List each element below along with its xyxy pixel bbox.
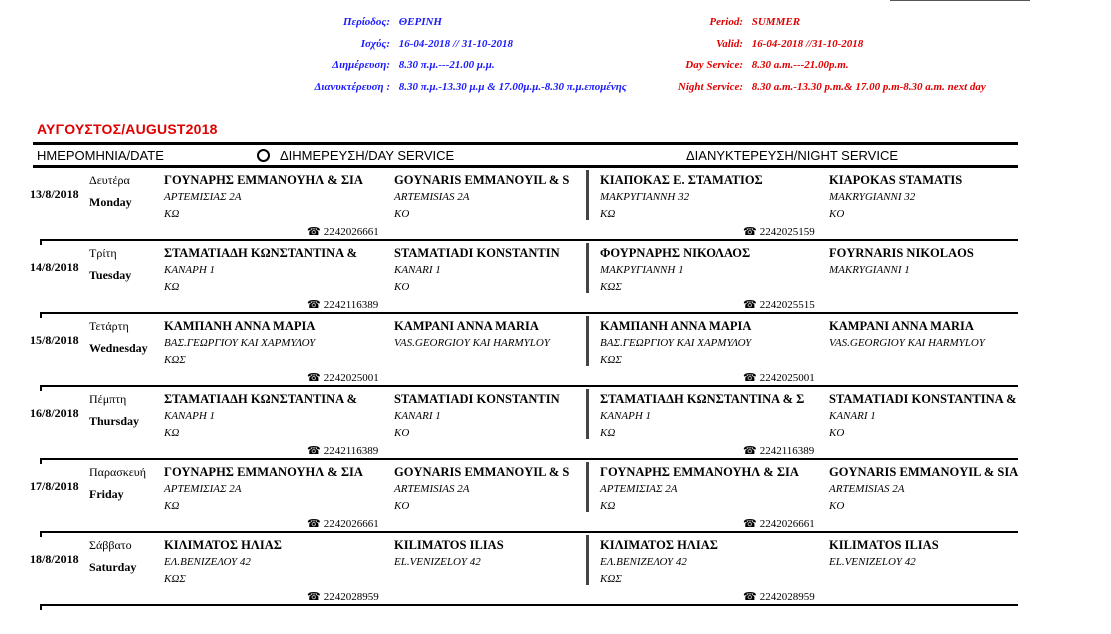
night-pharmacy-name-en: GOYNARIS EMMANOYIL & SIA	[829, 465, 1019, 479]
night-pharmacy-address-en: MAKRYGIANNI 1	[829, 264, 910, 276]
row-day-english: Friday	[89, 487, 124, 501]
table-row	[0, 389, 1111, 461]
telephone-icon: ☎	[307, 226, 321, 238]
night-value-en: 8.30 a.m.-13.30 p.m.& 17.00 p.m-8.30 a.m. next day	[751, 81, 986, 93]
night-pharmacy-city-gr: ΚΩΣ	[600, 281, 622, 293]
night-pharmacy-name-en: KIAPOKAS STAMATIS	[829, 173, 963, 187]
day-pharmacy-phone-number: 2242116389	[323, 299, 379, 311]
row-divider	[40, 312, 1018, 314]
telephone-icon: ☎	[743, 518, 757, 530]
night-pharmacy-name-en: FOYRNARIS NIKOLAOS	[829, 246, 974, 260]
day-pharmacy-address-en: ARTEMISIAS 2A	[394, 191, 470, 203]
row-divider	[40, 239, 1018, 241]
row-day-english: Saturday	[89, 560, 137, 574]
row-day-greek: Σάββατο	[89, 538, 132, 552]
table-header-rule	[33, 165, 1018, 168]
row-date: 14/8/2018	[30, 260, 79, 274]
night-pharmacy-phone-number: 2242026661	[759, 518, 815, 530]
row-date: 17/8/2018	[30, 479, 79, 493]
day-pharmacy-address-gr: ΒΑΣ.ΓΕΩΡΓΙΟΥ ΚΑΙ ΧΑΡΜΥΛΟΥ	[164, 337, 316, 349]
row-date: 18/8/2018	[30, 552, 79, 566]
day-pharmacy-address-gr: ΑΡΤΕΜΙΣΙΑΣ 2Α	[164, 191, 242, 203]
night-label-en: Night Service:	[677, 81, 743, 93]
day-pharmacy-address-en: ARTEMISIAS 2A	[394, 483, 470, 495]
day-pharmacy-name-gr: ΚΑΜΠΑΝΗ ΑΝΝΑ ΜΑΡΙΑ	[164, 319, 316, 333]
day-pharmacy-address-en: EL.VENIZELOY 42	[394, 556, 481, 568]
row-date: 16/8/2018	[30, 406, 79, 420]
row-divider-tick	[40, 604, 42, 610]
day-pharmacy-name-en: STAMATIADI KONSTANTIN	[394, 392, 560, 406]
night-label-gr: Διανυκτέρευση :	[314, 81, 390, 93]
night-pharmacy-address-en: VAS.GEORGIOY KAI HARMYLOY	[829, 337, 985, 349]
day-pharmacy-phone	[307, 590, 379, 603]
night-pharmacy-name-en: KAMPANI ANNA MARIA	[829, 319, 974, 333]
telephone-icon: ☎	[307, 518, 321, 530]
row-divider	[40, 458, 1018, 460]
night-pharmacy-address-en: MAKRYGIANNI 32	[829, 191, 916, 203]
valid-row-gr	[300, 37, 513, 51]
night-pharmacy-name-gr: ΚΑΜΠΑΝΗ ΑΝΝΑ ΜΑΡΙΑ	[600, 319, 752, 333]
column-divider	[586, 389, 589, 439]
night-pharmacy-city-gr: ΚΩ	[600, 208, 616, 220]
day-pharmacy-name-gr: ΓΟΥΝΑΡΗΣ ΕΜΜΑΝΟΥΗΛ & ΣΙΑ	[164, 465, 363, 479]
day-pharmacy-name-en: KILIMATOS ILIAS	[394, 538, 504, 552]
telephone-icon: ☎	[743, 445, 757, 457]
night-pharmacy-name-gr: ΦΟΥΡΝΑΡΗΣ ΝΙΚΟΛΑΟΣ	[600, 246, 751, 260]
day-pharmacy-address-en: VAS.GEORGIOY KAI HARMYLOY	[394, 337, 550, 349]
night-pharmacy-name-gr: ΓΟΥΝΑΡΗΣ ΕΜΜΑΝΟΥΗΛ & ΣΙΑ	[600, 465, 799, 479]
top-rule	[890, 0, 1030, 1]
night-pharmacy-address-gr: ΑΡΤΕΜΙΣΙΑΣ 2Α	[600, 483, 678, 495]
night-pharmacy-name-gr: ΣΤΑΜΑΤΙΑΔΗ ΚΩΝΣΤΑΝΤΙΝΑ & Σ	[600, 392, 805, 406]
period-value-gr: ΘΕΡΙΝΗ	[398, 16, 442, 28]
row-day-greek: Πέμπτη	[89, 392, 127, 406]
day-pharmacy-city-gr: ΚΩΣ	[164, 354, 186, 366]
day-pharmacy-city-gr: ΚΩ	[164, 500, 180, 512]
day-pharmacy-name-gr: ΣΤΑΜΑΤΙΑΔΗ ΚΩΝΣΤΑΝΤΙΝΑ &	[164, 246, 358, 260]
day-pharmacy-address-en: KANARI 1	[394, 264, 441, 276]
table-row	[0, 316, 1111, 388]
column-divider	[586, 462, 589, 512]
night-pharmacy-phone-number: 2242025001	[759, 372, 815, 384]
telephone-icon: ☎	[307, 591, 321, 603]
day-pharmacy-phone	[307, 225, 379, 238]
day-pharmacy-address-gr: ΚΑΝΑΡΗ 1	[164, 410, 216, 422]
period-row-gr	[300, 15, 442, 29]
table-row	[0, 243, 1111, 315]
night-row-en	[650, 80, 986, 94]
day-pharmacy-phone-number: 2242028959	[323, 591, 379, 603]
valid-label-gr: Ισχύς:	[360, 38, 390, 50]
period-label-en: Period:	[709, 16, 743, 28]
telephone-icon: ☎	[307, 372, 321, 384]
row-day-greek: Δευτέρα	[89, 173, 130, 187]
telephone-icon: ☎	[743, 299, 757, 311]
night-pharmacy-city-gr: ΚΩ	[600, 500, 616, 512]
day-pharmacy-city-gr: ΚΩ	[164, 208, 180, 220]
night-pharmacy-phone-number: 2242116389	[759, 445, 815, 457]
day-pharmacy-city-gr: ΚΩΣ	[164, 573, 186, 585]
telephone-icon: ☎	[307, 299, 321, 311]
night-pharmacy-name-gr: ΚΙΛΙΜΑΤΟΣ ΗΛΙΑΣ	[600, 538, 718, 552]
day-row-en	[650, 58, 849, 72]
day-pharmacy-city-en: KO	[394, 500, 410, 512]
column-header-night-service: ΔΙΑΝΥΚΤΕΡΕΥΣΗ/NIGHT SERVICE	[686, 148, 899, 163]
telephone-icon: ☎	[743, 372, 757, 384]
night-pharmacy-phone	[743, 371, 815, 384]
day-pharmacy-address-en: KANARI 1	[394, 410, 441, 422]
column-divider	[586, 243, 589, 293]
row-day-english: Tuesday	[89, 268, 132, 282]
day-pharmacy-name-gr: ΓΟΥΝΑΡΗΣ ΕΜΜΑΝΟΥΗΛ & ΣΙΑ	[164, 173, 363, 187]
valid-row-en	[650, 37, 863, 51]
night-value-gr: 8.30 π.μ.-13.30 μ.μ & 17.00μ.μ.-8.30 π.μ.επομένης	[398, 81, 627, 93]
night-pharmacy-phone	[743, 517, 815, 530]
telephone-icon: ☎	[743, 591, 757, 603]
valid-label-en: Valid:	[716, 38, 743, 50]
row-divider	[40, 604, 1018, 606]
month-title: ΑΥΓΟΥΣΤΟΣ/AUGUST2018	[37, 121, 218, 137]
night-pharmacy-city-en: KO	[829, 427, 845, 439]
column-header-day-service: ΔΙΗΜΕΡΕΥΣΗ/DAY SERVICE	[280, 148, 455, 163]
row-date: 13/8/2018	[30, 187, 79, 201]
day-pharmacy-phone-number: 2242026661	[323, 518, 379, 530]
night-pharmacy-address-gr: ΒΑΣ.ΓΕΩΡΓΙΟΥ ΚΑΙ ΧΑΡΜΥΛΟΥ	[600, 337, 752, 349]
night-pharmacy-city-gr: ΚΩ	[600, 427, 616, 439]
night-pharmacy-phone	[743, 298, 815, 311]
night-pharmacy-address-gr: ΜΑΚΡΥΓΙΑΝΝΗ 1	[600, 264, 684, 276]
night-pharmacy-city-en: KO	[829, 208, 845, 220]
column-divider	[586, 316, 589, 366]
day-pharmacy-phone-number: 2242026661	[323, 226, 379, 238]
period-value-en: SUMMER	[751, 16, 801, 28]
night-pharmacy-name-gr: ΚΙΑΠΟΚΑΣ Ε. ΣΤΑΜΑΤΙΟΣ	[600, 173, 763, 187]
table-top-rule	[33, 142, 1018, 145]
day-pharmacy-phone	[307, 444, 378, 457]
day-pharmacy-name-gr: ΚΙΛΙΜΑΤΟΣ ΗΛΙΑΣ	[164, 538, 282, 552]
day-row-gr	[300, 58, 495, 72]
column-header-date: ΗΜΕΡΟΜΗΝΙΑ/DATE	[37, 148, 164, 163]
row-day-greek: Τετάρτη	[89, 319, 129, 333]
night-pharmacy-address-gr: ΜΑΚΡΥΓΙΑΝΝΗ 32	[600, 191, 690, 203]
telephone-icon: ☎	[743, 226, 757, 238]
day-pharmacy-phone	[307, 298, 378, 311]
night-pharmacy-address-en: ARTEMISIAS 2A	[829, 483, 905, 495]
valid-value-gr: 16-04-2018 // 31-10-2018	[398, 38, 514, 50]
day-pharmacy-city-en: KO	[394, 208, 410, 220]
night-pharmacy-name-en: STAMATIADI KONSTANTINA &	[829, 392, 1017, 406]
day-pharmacy-phone	[307, 517, 379, 530]
day-pharmacy-city-en: KO	[394, 281, 410, 293]
row-date: 15/8/2018	[30, 333, 79, 347]
night-pharmacy-address-en: KANARI 1	[829, 410, 876, 422]
night-pharmacy-name-en: KILIMATOS ILIAS	[829, 538, 939, 552]
row-day-english: Thursday	[89, 414, 140, 428]
day-pharmacy-name-gr: ΣΤΑΜΑΤΙΑΔΗ ΚΩΝΣΤΑΝΤΙΝΑ &	[164, 392, 358, 406]
day-pharmacy-name-en: GOYNARIS EMMANOYIL & S	[394, 173, 570, 187]
day-label-en: Day Service:	[685, 59, 743, 71]
table-row	[0, 462, 1111, 534]
row-day-english: Monday	[89, 195, 132, 209]
day-pharmacy-city-gr: ΚΩ	[164, 281, 180, 293]
period-row-en	[650, 15, 800, 29]
day-label-gr: Διημέρευση:	[332, 59, 390, 71]
night-row-gr	[300, 80, 627, 94]
day-pharmacy-phone-number: 2242116389	[323, 445, 379, 457]
night-pharmacy-address-en: EL.VENIZELOY 42	[829, 556, 916, 568]
row-day-greek: Παρασκευή	[89, 465, 146, 479]
day-pharmacy-city-gr: ΚΩ	[164, 427, 180, 439]
night-pharmacy-address-gr: ΚΑΝΑΡΗ 1	[600, 410, 652, 422]
day-pharmacy-address-gr: ΚΑΝΑΡΗ 1	[164, 264, 216, 276]
row-day-greek: Τρίτη	[89, 246, 117, 260]
row-divider	[40, 385, 1018, 387]
period-label-gr: Περίοδος:	[343, 16, 390, 28]
day-pharmacy-city-en: KO	[394, 427, 410, 439]
row-day-english: Wednesday	[89, 341, 148, 355]
night-pharmacy-phone	[743, 444, 814, 457]
day-pharmacy-address-gr: ΕΛ.ΒΕΝΙΖΕΛΟΥ 42	[164, 556, 251, 568]
day-pharmacy-address-gr: ΑΡΤΕΜΙΣΙΑΣ 2Α	[164, 483, 242, 495]
valid-value-en: 16-04-2018 //31-10-2018	[751, 38, 864, 50]
night-pharmacy-phone	[743, 590, 815, 603]
row-divider	[40, 531, 1018, 533]
column-divider	[586, 535, 589, 585]
column-divider	[586, 170, 589, 220]
day-pharmacy-name-en: KAMPANI ANNA MARIA	[394, 319, 539, 333]
night-pharmacy-city-gr: ΚΩΣ	[600, 354, 622, 366]
day-pharmacy-name-en: STAMATIADI KONSTANTIN	[394, 246, 560, 260]
night-pharmacy-phone-number: 2242028959	[759, 591, 815, 603]
table-row	[0, 535, 1111, 607]
day-pharmacy-phone-number: 2242025001	[323, 372, 379, 384]
day-pharmacy-phone	[307, 371, 379, 384]
night-pharmacy-phone-number: 2242025159	[759, 226, 815, 238]
night-pharmacy-phone	[743, 225, 815, 238]
night-pharmacy-city-en: KO	[829, 500, 845, 512]
circle-icon	[257, 149, 270, 162]
day-value-gr: 8.30 π.μ.---21.00 μ.μ.	[398, 59, 495, 71]
night-pharmacy-phone-number: 2242025515	[759, 299, 815, 311]
day-value-en: 8.30 a.m.---21.00p.m.	[751, 59, 849, 71]
night-pharmacy-address-gr: ΕΛ.ΒΕΝΙΖΕΛΟΥ 42	[600, 556, 687, 568]
night-pharmacy-city-gr: ΚΩΣ	[600, 573, 622, 585]
telephone-icon: ☎	[307, 445, 321, 457]
day-pharmacy-name-en: GOYNARIS EMMANOYIL & S	[394, 465, 570, 479]
table-row	[0, 170, 1111, 242]
